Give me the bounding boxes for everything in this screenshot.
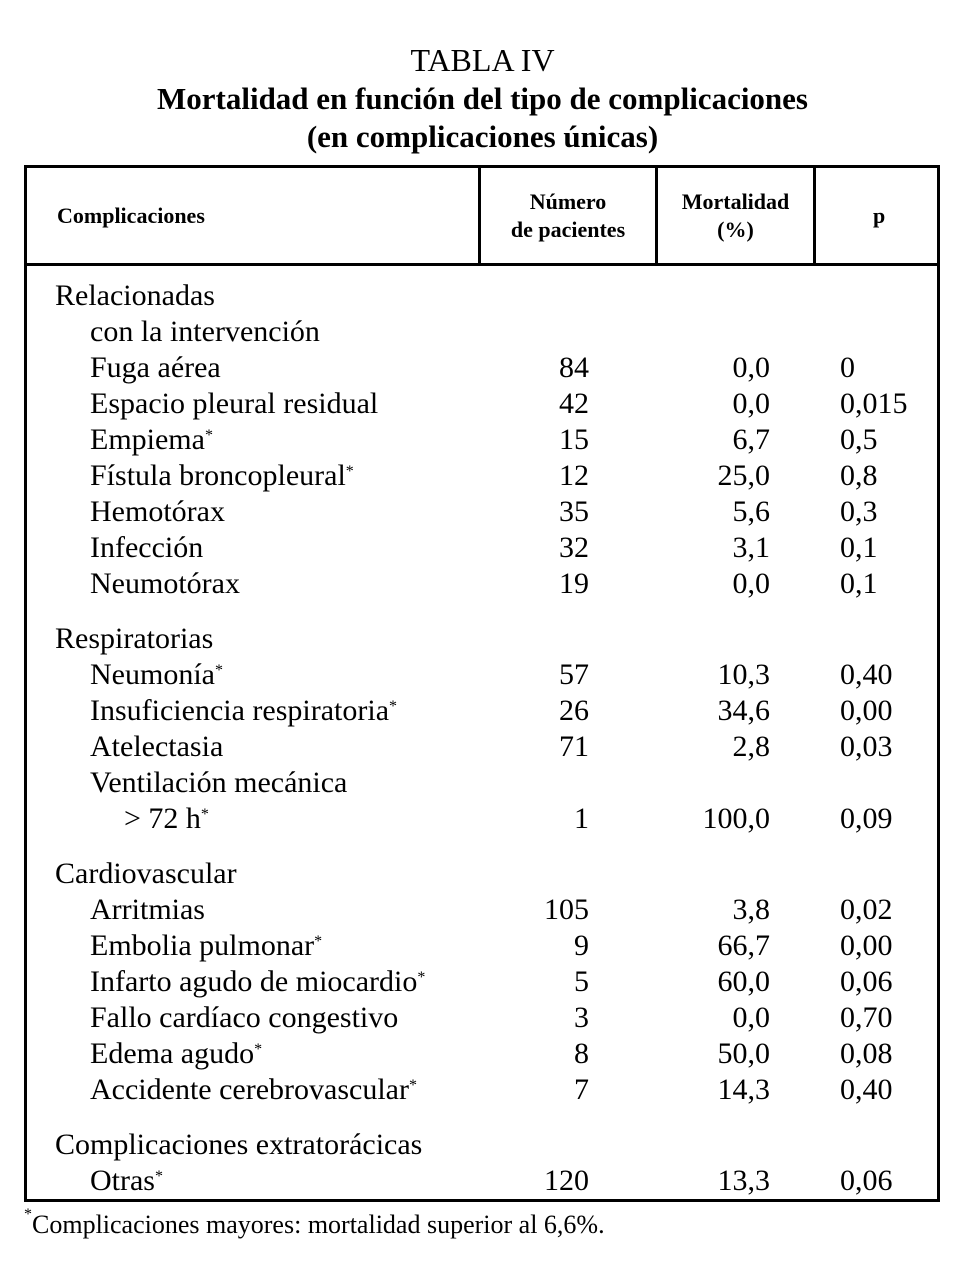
column-divider bbox=[813, 168, 816, 263]
table-row bbox=[27, 386, 937, 422]
row-label: Neumotórax bbox=[90, 567, 240, 600]
major-complication-mark: * bbox=[214, 662, 223, 679]
patients-count: 120 bbox=[544, 1164, 589, 1197]
table-row bbox=[27, 314, 937, 350]
table-row bbox=[27, 530, 937, 566]
p-value: 0,00 bbox=[840, 694, 893, 727]
patients-count: 7 bbox=[574, 1073, 589, 1106]
p-value: 0,09 bbox=[840, 802, 893, 835]
table-header bbox=[27, 168, 937, 266]
patients-count: 42 bbox=[559, 387, 589, 420]
p-value: 0,70 bbox=[840, 1001, 893, 1034]
p-value: 0,00 bbox=[840, 929, 893, 962]
major-complication-mark: * bbox=[254, 1041, 263, 1058]
mortality-value: 0,0 bbox=[732, 1001, 770, 1034]
patients-count: 26 bbox=[559, 694, 589, 727]
row-label: Ventilación mecánica bbox=[90, 766, 348, 799]
mortality-value: 25,0 bbox=[717, 459, 770, 492]
patients-count: 12 bbox=[559, 459, 589, 492]
mortality-value: 2,8 bbox=[732, 730, 770, 763]
row-label: Fístula broncopleural* bbox=[90, 459, 354, 492]
table-row bbox=[27, 350, 937, 386]
table-row bbox=[27, 693, 937, 729]
row-label: Fuga aérea bbox=[90, 351, 221, 384]
mortality-value: 60,0 bbox=[717, 965, 770, 998]
category-label: Cardiovascular bbox=[55, 857, 237, 890]
row-label: Arritmias bbox=[90, 893, 205, 926]
table-row bbox=[27, 964, 937, 1000]
major-complication-mark: * bbox=[314, 933, 323, 950]
mortality-value: 0,0 bbox=[732, 387, 770, 420]
p-value: 0,08 bbox=[840, 1037, 893, 1070]
row-label: Insuficiencia respiratoria* bbox=[90, 694, 398, 727]
table-row bbox=[27, 1163, 937, 1199]
category-label: Respiratorias bbox=[55, 622, 214, 655]
header-numero: Número de pacientes bbox=[510, 189, 626, 242]
patients-count: 105 bbox=[544, 893, 589, 926]
mortality-value: 3,1 bbox=[732, 531, 770, 564]
major-complication-mark: * bbox=[200, 806, 209, 823]
table-row bbox=[27, 494, 937, 530]
mortality-value: 5,6 bbox=[732, 495, 770, 528]
major-complication-mark: * bbox=[204, 427, 213, 444]
patients-count: 1 bbox=[574, 802, 589, 835]
patients-count: 84 bbox=[559, 351, 589, 384]
patients-count: 9 bbox=[574, 929, 589, 962]
mortality-value: 0,0 bbox=[732, 567, 770, 600]
table-row bbox=[27, 765, 937, 801]
patients-count: 32 bbox=[559, 531, 589, 564]
p-value: 0,02 bbox=[840, 893, 893, 926]
major-complication-mark: * bbox=[417, 969, 426, 986]
p-value: 0,06 bbox=[840, 965, 893, 998]
footnote: *Complicaciones mayores: mortalidad superior al 6,6%. bbox=[24, 1206, 605, 1239]
mortality-value: 100,0 bbox=[702, 802, 770, 835]
patients-count: 71 bbox=[559, 730, 589, 763]
table-row bbox=[27, 278, 937, 314]
p-value: 0,40 bbox=[840, 1073, 893, 1106]
p-value: 0,5 bbox=[840, 423, 878, 456]
header-p: p bbox=[873, 203, 886, 228]
p-value: 0,03 bbox=[840, 730, 893, 763]
row-label: Otras* bbox=[90, 1164, 163, 1197]
major-complication-mark: * bbox=[408, 1077, 417, 1094]
row-label: con la intervención bbox=[90, 315, 320, 348]
table-row bbox=[27, 566, 937, 602]
table-row bbox=[27, 1036, 937, 1072]
row-label: Espacio pleural residual bbox=[90, 387, 379, 420]
table-row bbox=[27, 729, 937, 765]
table-subtitle: (en complicaciones únicas) bbox=[306, 119, 659, 154]
major-complication-mark: * bbox=[154, 1168, 163, 1185]
mortality-value: 6,7 bbox=[732, 423, 770, 456]
p-value: 0,8 bbox=[840, 459, 878, 492]
p-value: 0 bbox=[840, 351, 855, 384]
patients-count: 19 bbox=[559, 567, 589, 600]
patients-count: 8 bbox=[574, 1037, 589, 1070]
p-value: 0,3 bbox=[840, 495, 878, 528]
category-label: Complicaciones extratorácicas bbox=[55, 1128, 423, 1161]
table-number: TABLA IV bbox=[410, 42, 555, 78]
row-label: Edema agudo* bbox=[90, 1037, 263, 1070]
mortality-value: 13,3 bbox=[717, 1164, 770, 1197]
p-value: 0,40 bbox=[840, 658, 893, 691]
table-row bbox=[27, 1000, 937, 1036]
mortality-value: 34,6 bbox=[717, 694, 770, 727]
p-value: 0,015 bbox=[840, 387, 908, 420]
major-complication-mark: * bbox=[345, 463, 354, 480]
row-label: Accidente cerebrovascular* bbox=[90, 1073, 417, 1106]
row-label: Fallo cardíaco congestivo bbox=[90, 1001, 399, 1034]
category-label: Relacionadas bbox=[55, 279, 215, 312]
table-row bbox=[27, 801, 937, 837]
p-value: 0,1 bbox=[840, 567, 878, 600]
mortality-table bbox=[24, 165, 940, 1202]
patients-count: 5 bbox=[574, 965, 589, 998]
table-row bbox=[27, 1072, 937, 1108]
mortality-value: 50,0 bbox=[717, 1037, 770, 1070]
patients-count: 15 bbox=[559, 423, 589, 456]
header-mortalidad: Mortalidad (%) bbox=[681, 189, 790, 242]
patients-count: 35 bbox=[559, 495, 589, 528]
mortality-value: 66,7 bbox=[717, 929, 770, 962]
row-label: Embolia pulmonar* bbox=[90, 929, 323, 962]
row-label: Empiema* bbox=[90, 423, 213, 456]
row-label: > 72 h* bbox=[124, 802, 209, 835]
row-label: Infección bbox=[90, 531, 204, 564]
table-row bbox=[27, 1127, 937, 1163]
mortality-value: 10,3 bbox=[717, 658, 770, 691]
table-row bbox=[27, 621, 937, 657]
major-complication-mark: * bbox=[389, 698, 398, 715]
row-label: Neumonía* bbox=[90, 658, 223, 691]
row-label: Atelectasia bbox=[90, 730, 224, 763]
table-row bbox=[27, 657, 937, 693]
row-label: Hemotórax bbox=[90, 495, 225, 528]
table-row bbox=[27, 458, 937, 494]
table-row bbox=[27, 892, 937, 928]
table-title: Mortalidad en función del tipo de complicaciones bbox=[157, 81, 808, 116]
row-label: Infarto agudo de miocardio* bbox=[90, 965, 426, 998]
table-row bbox=[27, 928, 937, 964]
patients-count: 57 bbox=[559, 658, 589, 691]
header-complicaciones: Complicaciones bbox=[57, 203, 205, 228]
p-value: 0,06 bbox=[840, 1164, 893, 1197]
mortality-value: 0,0 bbox=[732, 351, 770, 384]
mortality-value: 3,8 bbox=[732, 893, 770, 926]
table-row bbox=[27, 422, 937, 458]
patients-count: 3 bbox=[574, 1001, 589, 1034]
table-row bbox=[27, 856, 937, 892]
mortality-value: 14,3 bbox=[717, 1073, 770, 1106]
p-value: 0,1 bbox=[840, 531, 878, 564]
